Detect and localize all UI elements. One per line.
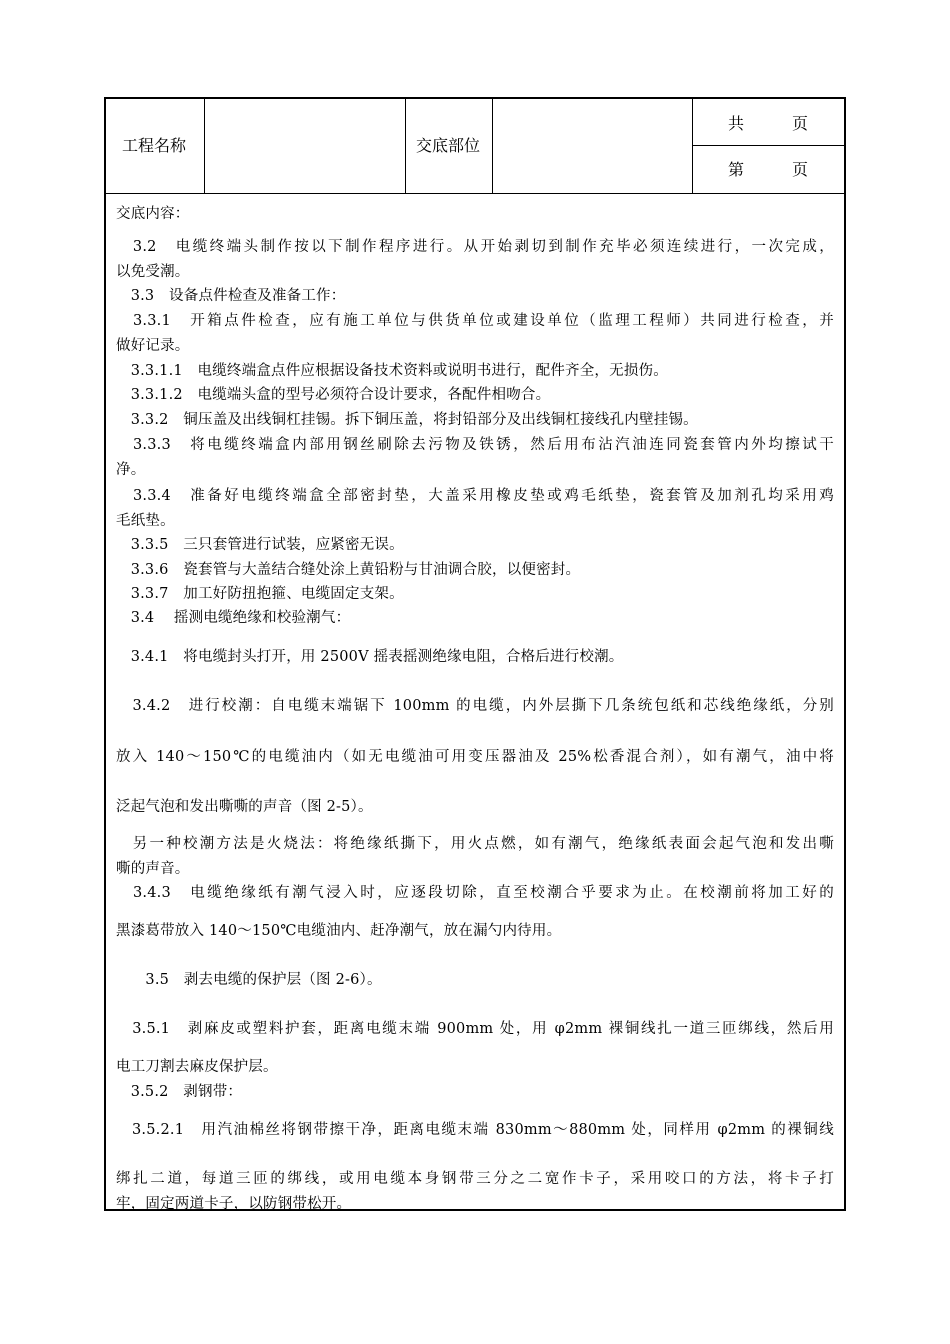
content-line: 电工刀割去麻皮保护层。 (116, 1059, 278, 1075)
header-divider (204, 99, 205, 194)
header-bottom-rule (106, 193, 844, 194)
content-title: 交底内容： (116, 206, 190, 222)
content-line: 3.4.1 将电缆封头打开，用 2500V 摇表摇测绝缘电阻，合格后进行校潮。 (116, 649, 624, 665)
content-line: 3.5.2.1 用汽油棉丝将钢带擦干净，距离电缆末端 830mm～880mm 处，同样用 φ2mm 的裸铜线 (116, 1122, 834, 1138)
content-line: 毛纸垫。 (116, 513, 175, 529)
content-line: 放入 140～150℃的电缆油内（如无电缆油可用变压器油及 25%松香混合剂），如有潮气，油中将 (116, 749, 834, 765)
content-line: 净。 (116, 462, 146, 478)
content-line: 3.3.7 加工好防扭抱箍、电缆固定支架。 (116, 586, 404, 602)
content-line: 3.4.2 进行校潮：自电缆末端锯下 100mm 的电缆，内外层撕下几条统包纸和芯线绝缘纸，分别 (116, 698, 834, 714)
header-divider (405, 99, 406, 194)
content-line: 3.5.1 剥麻皮或塑料护套，距离电缆末端 900mm 处，用 φ2mm 裸铜线扎一道三匝绑线，然后用 (116, 1021, 834, 1037)
content-line: 绑扎二道，每道三匝的绑线，或用电缆本身钢带三分之二宽作卡子，采用咬口的方法，将卡子打 (116, 1171, 834, 1187)
content-line: 3.3.6 瓷套管与大盖结合缝处涂上黄铅粉与甘油调合胶，以便密封。 (116, 562, 581, 578)
content-line: 以免受潮。 (116, 264, 190, 280)
project-name-label: 工程名称 (122, 136, 187, 155)
content-line: 3.3.2 铜压盖及出线铜杠挂锡。拆下铜压盖，将封铅部分及出线铜杠接线孔内壁挂锡。 (116, 412, 698, 428)
header-divider (692, 145, 844, 146)
header-divider (492, 99, 493, 194)
handover-part-label: 交底部位 (416, 136, 481, 155)
content-line: 3.3.3 将电缆终端盒内部用钢丝刷除去污物及铁锈，然后用布沾汽油连同瓷套管内外均擦试干 (116, 437, 834, 453)
content-line: 做好记录。 (116, 338, 190, 354)
content-line: 3.5.2 剥钢带： (116, 1084, 243, 1100)
content-line: 3.4 摇测电缆绝缘和校验潮气： (116, 610, 351, 626)
content-line: 牢，固定两道卡子，以防钢带松开。 (116, 1196, 352, 1212)
content-line: 3.3.1.2 电缆端头盒的型号必须符合设计要求，各配件相吻合。 (116, 387, 551, 403)
content-line: 3.3.1 开箱点件检查，应有施工单位与供货单位或建设单位（监理工程师）共同进行检查，并 (116, 313, 834, 329)
content-line: 黑漆葛带放入 140～150℃电缆油内、赶净潮气，放在漏勺内待用。 (116, 923, 562, 939)
header-divider (692, 99, 693, 194)
content-line: 3.5 剥去电缆的保护层（图 2-6）。 (116, 972, 382, 988)
page-number-label: 第 页 (728, 160, 809, 179)
content-line: 嘶的声音。 (116, 861, 190, 877)
content-line: 3.3.4 准备好电缆终端盒全部密封垫，大盖采用橡皮垫或鸡毛纸垫，瓷套管及加剂孔均采用鸡 (116, 488, 834, 504)
content-line: 另一种校潮方法是火烧法：将绝缘纸撕下，用火点燃，如有潮气，绝缘纸表面会起气泡和发出嘶 (116, 836, 834, 852)
total-pages-label: 共 页 (728, 114, 809, 133)
content-line: 3.3.1.1 电缆终端盒点件应根据设备技术资料或说明书进行，配件齐全，无损伤。 (116, 363, 668, 379)
content-line: 泛起气泡和发出嘶嘶的声音（图 2-5）。 (116, 799, 373, 815)
content-line: 3.3.5 三只套管进行试装，应紧密无误。 (116, 537, 404, 553)
handover-form (104, 97, 846, 1211)
content-line: 3.2 电缆终端头制作按以下制作程序进行。从开始剥切到制作充毕必须连续进行，一次完成， (116, 239, 834, 255)
content-line: 3.3 设备点件检查及准备工作： (116, 288, 346, 304)
content-line: 3.4.3 电缆绝缘纸有潮气浸入时，应逐段切除，直至校潮合乎要求为止。在校潮前将加工好的 (116, 885, 834, 901)
